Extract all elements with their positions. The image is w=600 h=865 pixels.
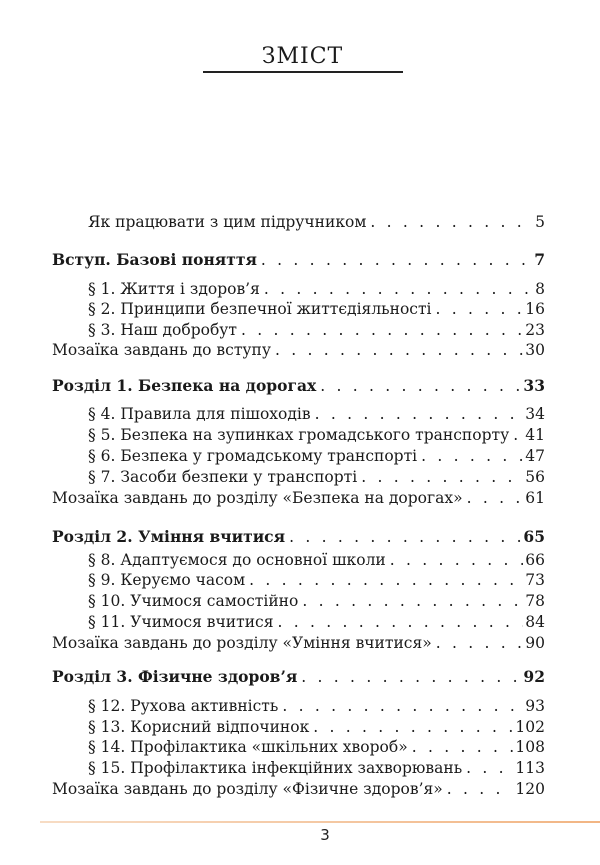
toc-chapter-entry [52, 250, 545, 270]
toc-chapter-entry [52, 667, 545, 687]
dot-leader [443, 779, 514, 799]
toc-entry [88, 212, 545, 232]
dot-leader [273, 612, 523, 632]
toc-entry-page: 65 [523, 527, 545, 546]
toc-entry-page: 113 [515, 759, 545, 777]
toc-entry-page: 84 [525, 613, 545, 631]
toc-entry-page: 33 [523, 376, 545, 395]
toc-entry-page: 102 [515, 718, 545, 736]
toc-entry-label: § 7. Засоби безпеки у транспорті [88, 468, 358, 486]
toc-entry-label: Розділ 3. Фізичне здоров’я [52, 667, 298, 686]
dot-leader [417, 446, 523, 466]
toc-entry [88, 446, 545, 466]
toc-entry [52, 779, 545, 799]
toc-entry-label: Мозаїка завдань до розділу «Уміння вчитися» [52, 634, 432, 652]
dot-leader [408, 737, 514, 757]
toc-entry-label: § 13. Корисний відпочинок [88, 718, 310, 736]
toc-entry-page: 47 [525, 447, 545, 465]
toc-entry-page: 8 [535, 280, 545, 298]
toc-entry [88, 279, 545, 299]
toc-entry [88, 550, 545, 570]
dot-leader [462, 758, 513, 778]
toc-entry [88, 570, 545, 590]
dot-leader [432, 299, 524, 319]
dot-leader [311, 404, 524, 424]
toc-entry-label: § 15. Профілактика інфекційних захворювань [88, 759, 463, 777]
page-title: ЗМІСТ [261, 44, 344, 69]
toc-entry [52, 340, 545, 360]
toc-entry-label: § 11. Учимося вчитися [88, 613, 274, 631]
toc-entry-page: 90 [525, 634, 545, 652]
dot-leader [245, 570, 523, 590]
dot-leader [298, 591, 523, 611]
toc-entry-page: 120 [515, 780, 545, 798]
toc-entry-page: 56 [525, 468, 545, 486]
dot-leader [278, 696, 523, 716]
toc-entry [88, 425, 545, 445]
toc-entry-label: Як працювати з цим підручником [88, 213, 367, 231]
toc-entry [52, 633, 545, 653]
toc-entry [88, 737, 545, 757]
toc-entry-page: 108 [515, 738, 545, 756]
dot-leader [271, 340, 523, 360]
toc-entry-page: 7 [534, 250, 545, 269]
toc-entry-label: § 2. Принципи безпечної життєдіяльності [88, 300, 432, 318]
dot-leader [285, 527, 521, 547]
toc-entry-label: Мозаїка завдань до вступу [52, 341, 271, 359]
footer-divider [40, 821, 600, 823]
toc-chapter-entry [52, 527, 545, 547]
toc-entry-page: 61 [525, 489, 545, 507]
toc-entry [88, 758, 545, 778]
dot-leader [297, 667, 521, 687]
dot-leader [463, 488, 524, 508]
toc-entry-label: § 1. Життя і здоров’я [88, 280, 260, 298]
dot-leader [357, 467, 523, 487]
toc-entry [88, 696, 545, 716]
dot-leader [257, 250, 532, 270]
page-number: 3 [320, 826, 330, 844]
toc-entry-page: 93 [525, 697, 545, 715]
toc-entry [88, 467, 545, 487]
toc-entry-label: § 14. Профілактика «шкільних хвороб» [88, 738, 408, 756]
dot-leader [366, 212, 533, 232]
toc-entry-label: Розділ 2. Уміння вчитися [52, 527, 286, 546]
toc-entry-page: 92 [523, 667, 545, 686]
toc-entry-label: Вступ. Базові поняття [52, 250, 257, 269]
toc-entry-label: § 8. Адаптуємося до основної школи [88, 551, 386, 569]
toc-entry-page: 30 [525, 341, 545, 359]
toc-entry-page: 23 [525, 321, 545, 339]
toc-entry [52, 488, 545, 508]
toc-entry-page: 66 [525, 551, 545, 569]
toc-entry [88, 299, 545, 319]
dot-leader [316, 376, 521, 396]
dot-leader [260, 279, 533, 299]
toc-entry [88, 404, 545, 424]
toc-entry-label: Мозаїка завдань до розділу «Безпека на дорогах» [52, 489, 463, 507]
toc-entry-page: 5 [535, 213, 545, 231]
toc-chapter-entry [52, 376, 545, 396]
dot-leader [309, 717, 513, 737]
toc-entry-page: 73 [525, 571, 545, 589]
toc-entry-label: § 5. Безпека на зупинках громадського транспорту [88, 426, 510, 444]
toc-entry-label: § 10. Учимося самостійно [88, 592, 299, 610]
toc-entry [88, 320, 545, 340]
toc-entry-page: 41 [525, 426, 545, 444]
toc-entry-label: § 12. Рухова активність [88, 697, 279, 715]
toc-entry [88, 591, 545, 611]
title-underline [203, 71, 403, 73]
toc-entry-label: § 6. Безпека у громадському транспорті [88, 447, 418, 465]
toc-entry-page: 16 [525, 300, 545, 318]
toc-entry-label: Розділ 1. Безпека на дорогах [52, 376, 317, 395]
toc-entry-label: Мозаїка завдань до розділу «Фізичне здоров’я» [52, 780, 443, 798]
toc-entry-label: § 4. Правила для пішоходів [88, 405, 311, 423]
toc-entry-label: § 3. Наш добробут [88, 321, 237, 339]
dot-leader [432, 633, 524, 653]
dot-leader [386, 550, 524, 570]
dot-leader [509, 425, 523, 445]
toc-entry-label: § 9. Керуємо часом [88, 571, 246, 589]
dot-leader [237, 320, 523, 340]
toc-entry [88, 717, 545, 737]
toc-entry [88, 612, 545, 632]
toc-entry-page: 78 [525, 592, 545, 610]
toc-entry-page: 34 [525, 405, 545, 423]
